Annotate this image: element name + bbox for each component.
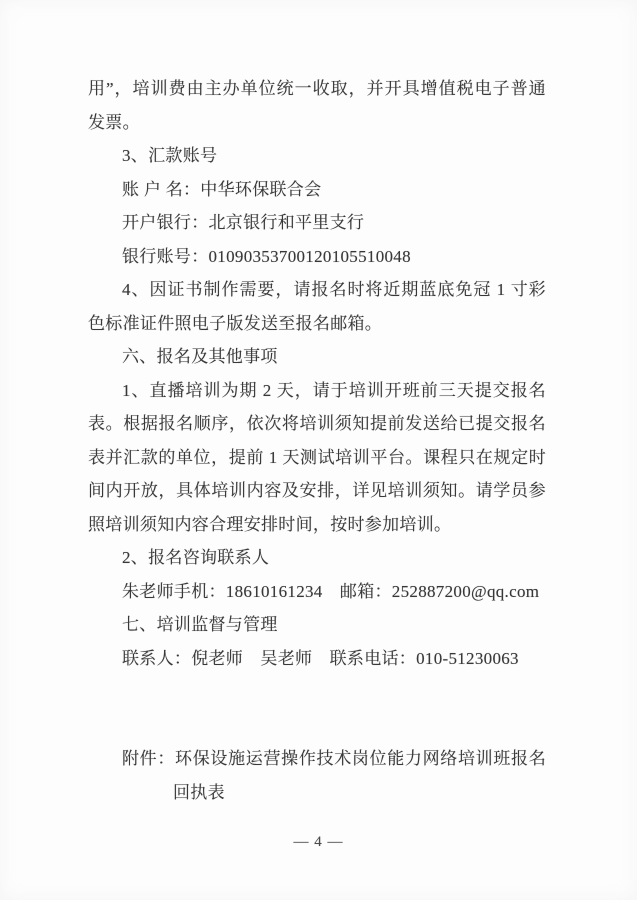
text-line: 间内开放，具体培训内容及安排，详见培训须知。请学员参 [88, 481, 546, 500]
text-line: 4、因证书制作需要，请报名时将近期蓝底免冠 1 寸彩 [122, 280, 546, 299]
text-line: 色标准证件照电子版发送至报名邮箱。 [88, 313, 383, 333]
text-line: 1、直播培训为期 2 天，请于培训开班前三天提交报名 [122, 380, 546, 400]
text-line: 开户银行：北京银行和平里支行 [122, 213, 365, 232]
text-line: 3、汇款账号 [122, 146, 218, 165]
text-line: 2、报名咨询联系人 [122, 548, 270, 567]
text-line: 账 户 名：中华环保联合会 [122, 179, 322, 199]
text-line: 附件：环保设施运营操作技术岗位能力网络培训班报名 [122, 749, 546, 768]
text-line: 联系人：倪老师 吴老师 联系电话：010-51230063 [122, 648, 519, 668]
text-line: 表并汇款的单位，提前 1 天测试培训平台。课程只在规定时 [88, 447, 546, 467]
text-line: 六、报名及其他事项 [122, 347, 278, 366]
text-line: 回执表 [173, 782, 225, 802]
text-line: 朱老师手机：18610161234 邮箱：252887200@qq.com [122, 581, 540, 601]
text-line: 用”，培训费由主办单位统一收取，并开具增值税电子普通 [88, 79, 546, 98]
text-line: 照培训须知内容合理安排时间，按时参加培训。 [88, 514, 452, 534]
text-line: 发票。 [88, 112, 140, 132]
document-body [88, 72, 546, 809]
page-number: — 4 — [293, 834, 344, 850]
text-line: 银行账号：01090353700120105510048 [122, 246, 411, 266]
text-line: 七、培训监督与管理 [122, 615, 278, 634]
text-line: 表。根据报名顺序，依次将培训须知提前发送给已提交报名 [88, 414, 546, 433]
